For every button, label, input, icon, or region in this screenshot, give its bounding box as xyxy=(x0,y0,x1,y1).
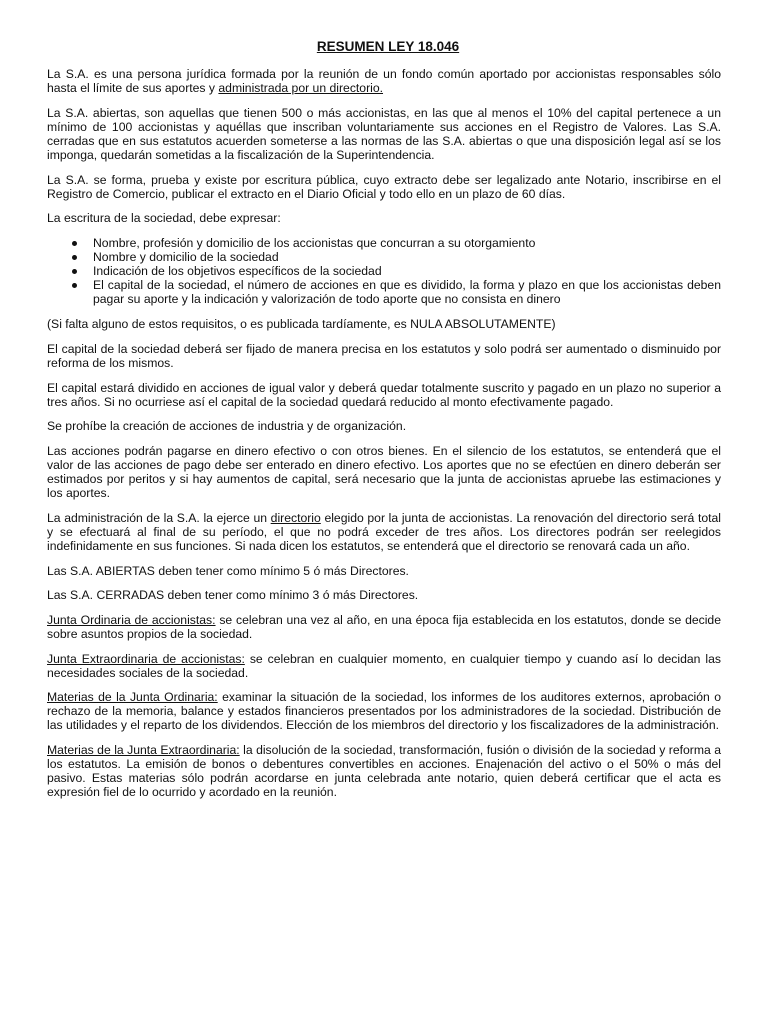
list-item: Nombre, profesión y domicilio de los accionistas que concurran a su otorgamiento xyxy=(93,236,721,250)
paragraph-open-sa: La S.A. abiertas, son aquellas que tienen 500 o más accionistas, en las que al menos el 10% del capital pertenece a un mínimo de 100 accionistas y aquéllas que inscriban voluntariamente sus acciones en el Registro de Valores. Las S.A. cerradas que en sus estatutos acuerden someterse a las normas de las S.A. abiertas o que una disposición legal así se los imponga, quedarán sometidas a la fiscalización de la Superintendencia. xyxy=(47,105,721,163)
underlined-text: directorio xyxy=(270,510,321,525)
paragraph-text: La S.A. es una persona jurídica formada por la reunión de un fondo común aportado por accionistas responsables sólo hasta el límite de sus aportes y xyxy=(47,67,721,96)
paragraph-formation: La S.A. se forma, prueba y existe por escritura pública, cuyo extracto debe ser legalizado ante Notario, inscribirse en el Registro de Comercio, publicar el extracto en el Diario Oficial y todo ello en un plazo de 60 días. xyxy=(47,172,721,201)
paragraph-text: se celebran una vez al año, en una época fija establecida en los estatutos, donde se decide sobre asuntos propios de la sociedad. xyxy=(47,612,721,641)
underlined-heading: Junta Extraordinaria de accionistas: xyxy=(47,651,245,666)
paragraph-text: la disolución de la sociedad, transformación, fusión o división de la sociedad y reforma a los estatutos. La emisión de bonos o debentures convertibles en acciones. Enajenación del activo o el 50% o más del pasivo. Estas materias sólo podrán acordarse en junta celebrada ante notario, quien deberá certificar que el acta es expresión fiel de lo ocurrido y acordado en la reunión. xyxy=(47,742,722,800)
underlined-heading: Junta Ordinaria de accionistas: xyxy=(47,612,216,627)
underlined-text: administrada por un directorio. xyxy=(218,81,384,96)
underlined-heading: Materias de la Junta Extraordinaria: xyxy=(47,742,240,757)
underlined-heading: Materias de la Junta Ordinaria: xyxy=(47,690,218,705)
paragraph-deed-intro: La escritura de la sociedad, debe expresar: xyxy=(47,211,281,226)
paragraph-extraordinary-meeting xyxy=(47,652,721,680)
paragraph-ordinary-meeting xyxy=(47,613,721,641)
paragraph-nullity-note: (Si falta alguno de estos requisitos, o es publicada tardíamente, es NULA ABSOLUTAMENTE) xyxy=(47,317,556,332)
paragraph-text: La administración de la S.A. la ejerce un xyxy=(47,510,271,525)
paragraph-text: se celebran en cualquier momento, en cualquier tiempo y cuando así lo decidan las necesidades sociales de la sociedad. xyxy=(47,651,721,680)
requirements-list xyxy=(47,236,721,306)
paragraph-share-payment: Las acciones podrán pagarse en dinero efectivo o con otros bienes. En el silencio de los estatutos, se entenderá que el valor de las acciones de pago debe ser enterado en dinero efectivo. Los aportes que no se efectúen en dinero deberán ser estimados por peritos y si hay aumentos de capital, será necesario que la junta de accionistas apruebe las estimaciones y los aportes. xyxy=(47,443,721,501)
paragraph-open-directors: Las S.A. ABIERTAS deben tener como mínimo 5 ó más Directores. xyxy=(47,563,409,578)
paragraph-capital-shares: El capital estará dividido en acciones de igual valor y deberá quedar totalmente suscrito y pagado en un plazo no superior a tres años. Si no ocurriese así el capital de la sociedad quedará reducido al monto efectivamente pagado. xyxy=(47,380,721,409)
list-item: Indicación de los objetivos específicos de la sociedad xyxy=(93,264,721,278)
paragraph-administration xyxy=(47,511,721,553)
paragraph-text: elegido por la junta de accionistas. La renovación del directorio será total y se efectuará al final de su período, el que no podrá exceder de tres años. Los directores podrán ser reelegidos indefinidamente en sus funciones. Si nada dicen los estatutos, se entenderá que el directorio se renovará cada un año. xyxy=(47,510,722,554)
paragraph-capital-fixed: El capital de la sociedad deberá ser fijado de manera precisa en los estatutos y solo podrá ser aumentado o disminuido por reforma de los mismos. xyxy=(47,342,721,371)
paragraph-closed-directors: Las S.A. CERRADAS deben tener como mínimo 3 ó más Directores. xyxy=(47,588,419,603)
list-item: Nombre y domicilio de la sociedad xyxy=(93,250,721,264)
document-title: RESUMEN LEY 18.046 xyxy=(316,39,460,54)
paragraph-extraordinary-matters xyxy=(47,743,721,799)
paragraph-text: examinar la situación de la sociedad, los informes de los auditores externos, aprobación o rechazo de la memoria, balance y estados financieros presentados por los administradores de la sociedad. Distribución de las utilidades y el reparto de los dividendos. Elección de los miembros del directorio y los fiscalizadores de la administración. xyxy=(47,690,721,733)
paragraph-ordinary-matters xyxy=(47,690,721,732)
document-page xyxy=(47,40,721,810)
paragraph-definition xyxy=(47,67,721,95)
paragraph-prohibition: Se prohíbe la creación de acciones de industria y de organización. xyxy=(47,419,407,434)
list-item: El capital de la sociedad, el número de acciones en que es dividido, la forma y plazo en que los accionistas deben pagar su aporte y la indicación y valorización de todo aporte que no consista en dinero xyxy=(93,278,721,307)
